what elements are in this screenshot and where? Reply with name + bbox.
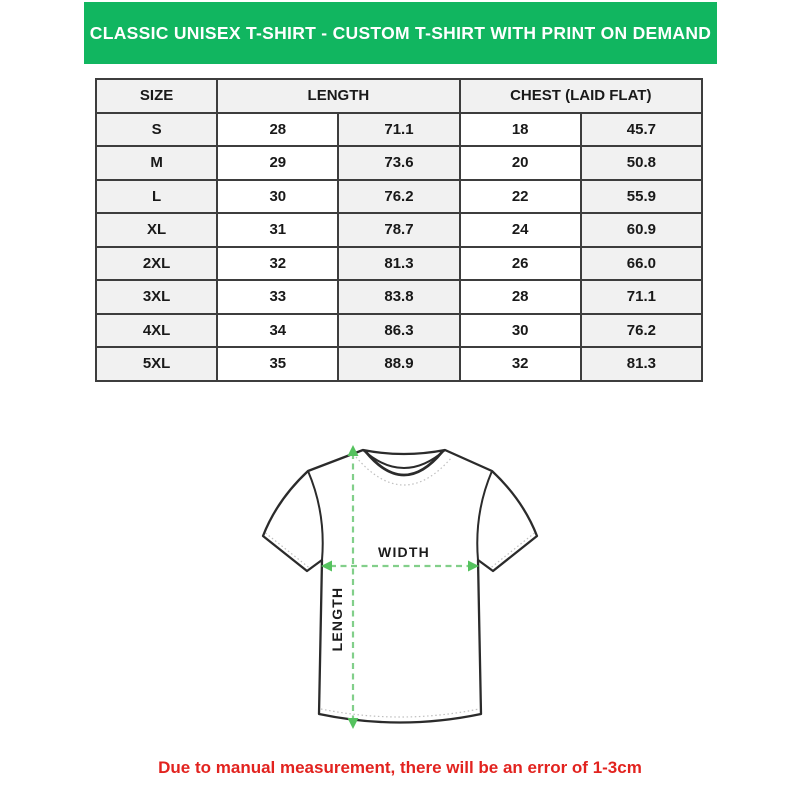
length-label: LENGTH	[329, 586, 345, 652]
chest-cm: 66.0	[581, 247, 702, 281]
length-inches: 35	[217, 347, 338, 381]
chest-inches: 18	[460, 113, 581, 147]
length-arrow-head-bottom	[348, 718, 359, 729]
length-inches: 31	[217, 213, 338, 247]
chest-inches: 24	[460, 213, 581, 247]
length-cm: 81.3	[338, 247, 459, 281]
col-header-size: SIZE	[96, 79, 217, 113]
size-label: 3XL	[96, 280, 217, 314]
table-row	[96, 280, 702, 314]
length-cm: 76.2	[338, 180, 459, 214]
table-row	[96, 180, 702, 214]
chest-inches: 26	[460, 247, 581, 281]
tshirt-measurement-diagram	[240, 433, 560, 755]
table-row	[96, 247, 702, 281]
length-cm: 71.1	[338, 113, 459, 147]
chest-cm: 55.9	[581, 180, 702, 214]
size-label: L	[96, 180, 217, 214]
table-header-row	[96, 79, 702, 113]
width-label: WIDTH	[378, 544, 430, 560]
chest-inches: 32	[460, 347, 581, 381]
size-label: 2XL	[96, 247, 217, 281]
table-row	[96, 113, 702, 147]
length-inches: 29	[217, 146, 338, 180]
length-inches: 34	[217, 314, 338, 348]
page-title: CLASSIC UNISEX T-SHIRT - CUSTOM T-SHIRT WITH PRINT ON DEMAND	[89, 22, 712, 43]
chest-cm: 50.8	[581, 146, 702, 180]
size-label: 4XL	[96, 314, 217, 348]
length-cm: 73.6	[338, 146, 459, 180]
length-inches: 32	[217, 247, 338, 281]
table-row	[96, 314, 702, 348]
chest-inches: 30	[460, 314, 581, 348]
length-cm: 83.8	[338, 280, 459, 314]
col-header-chest: CHEST (LAID FLAT)	[460, 79, 702, 113]
tshirt-outline	[263, 450, 537, 723]
chest-cm: 60.9	[581, 213, 702, 247]
chest-cm: 71.1	[581, 280, 702, 314]
length-arrow-head-top	[348, 445, 359, 456]
title-banner	[84, 2, 717, 64]
length-inches: 30	[217, 180, 338, 214]
size-label: 5XL	[96, 347, 217, 381]
size-label: XL	[96, 213, 217, 247]
length-cm: 88.9	[338, 347, 459, 381]
length-inches: 28	[217, 113, 338, 147]
col-header-length: LENGTH	[217, 79, 459, 113]
size-chart-table	[95, 78, 703, 382]
chest-cm: 45.7	[581, 113, 702, 147]
chest-cm: 81.3	[581, 347, 702, 381]
table-row	[96, 146, 702, 180]
length-cm: 78.7	[338, 213, 459, 247]
length-cm: 86.3	[338, 314, 459, 348]
chest-inches: 28	[460, 280, 581, 314]
length-inches: 33	[217, 280, 338, 314]
chest-cm: 76.2	[581, 314, 702, 348]
table-row	[96, 347, 702, 381]
chest-inches: 20	[460, 146, 581, 180]
size-label: S	[96, 113, 217, 147]
size-label: M	[96, 146, 217, 180]
measurement-note: Due to manual measurement, there will be an error of 1-3cm	[158, 758, 642, 777]
chest-inches: 22	[460, 180, 581, 214]
tshirt-drawing	[240, 433, 560, 755]
table-row	[96, 213, 702, 247]
